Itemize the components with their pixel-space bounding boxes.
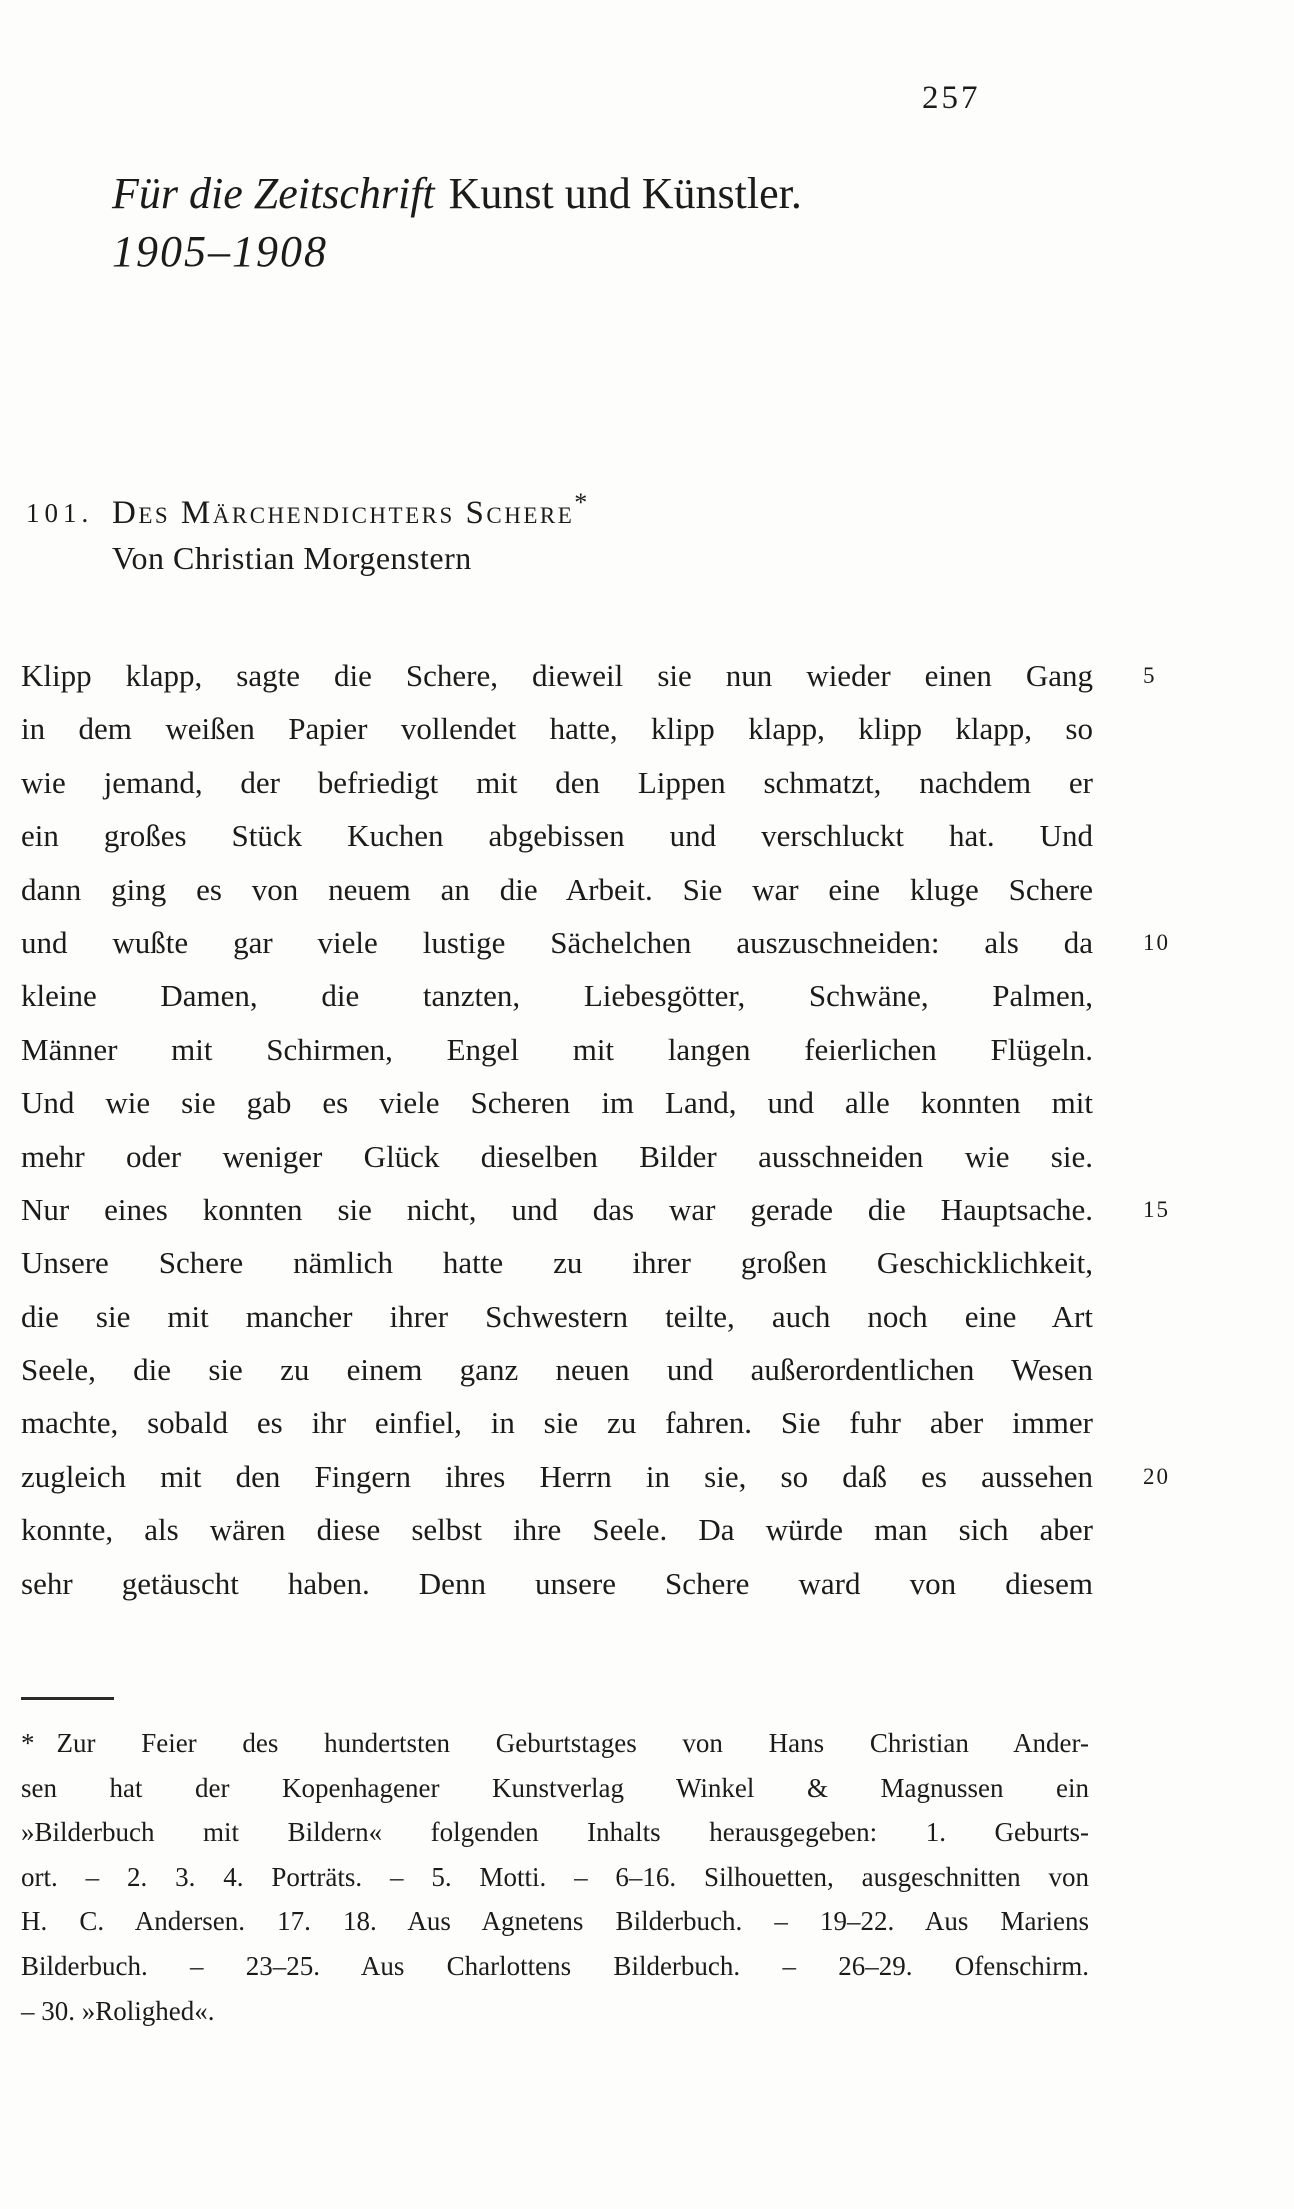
footnote-line: ort. – 2. 3. 4. Porträts. – 5. Motti. – 6–16. Silhouetten, ausgeschnitten von — [21, 1861, 1089, 1892]
body-line — [21, 916, 1170, 969]
body-line — [21, 1450, 1170, 1503]
body-line-text: und wußte gar viele lustige Sächelchen auszuschneiden: als da — [21, 924, 1093, 960]
footnote-separator-rule — [21, 1697, 114, 1700]
body-line-text: machte, sobald es ihr einfiel, in sie zu fahren. Sie fuhr aber immer — [21, 1405, 1093, 1441]
chapter-title — [112, 165, 802, 281]
body-line — [21, 1557, 1093, 1610]
body-line — [21, 1396, 1093, 1449]
margin-line-number: 20 — [1143, 1463, 1170, 1489]
title-years: 1905–1908 — [112, 227, 328, 276]
body-line — [21, 1343, 1093, 1396]
body-line-text: Klipp klapp, sagte die Schere, dieweil sie nun wieder einen Gang — [21, 658, 1093, 693]
section-number: 101. — [26, 498, 94, 528]
body-line-text: in dem weißen Papier vollendet hatte, klipp klapp, klipp klapp, so — [21, 711, 1093, 747]
footnote-line-text: Zur Feier des hundertsten Geburtstages von Hans Christian Ander- — [56, 1728, 1089, 1758]
title-roman-part: Kunst und Künstler. — [448, 169, 802, 218]
section-heading — [112, 488, 587, 532]
body-line-text: konnte, als wären diese selbst ihre Seele. Da würde man sich aber — [21, 1512, 1093, 1548]
body-line — [21, 1023, 1093, 1076]
body-line — [21, 649, 1157, 702]
body-line — [21, 809, 1093, 862]
footnote — [21, 1721, 1089, 2033]
body-line — [21, 969, 1093, 1022]
body-line — [21, 702, 1093, 755]
footnote-line: – 30. »Rolighed«. — [21, 1995, 215, 2026]
body-line-text: dann ging es von neuem an die Arbeit. Sie war eine kluge Schere — [21, 871, 1093, 907]
title-line — [112, 165, 802, 223]
body-line — [21, 1130, 1093, 1183]
body-line-text: Männer mit Schirmen, Engel mit langen feierlichen Flügeln. — [21, 1031, 1093, 1067]
body-line-text: Und wie sie gab es viele Scheren im Land, und alle konnten mit — [21, 1085, 1093, 1121]
page-number: 257 — [922, 80, 981, 116]
footnote-line: H. C. Andersen. 17. 18. Aus Agnetens Bilderbuch. – 19–22. Aus Mariens — [21, 1906, 1089, 1937]
body-line-text: mehr oder weniger Glück dieselben Bilder ausschneiden wie sie. — [21, 1138, 1093, 1174]
byline: Von Christian Morgenstern — [112, 540, 472, 576]
body-line — [21, 1503, 1093, 1556]
body-line — [21, 863, 1093, 916]
footnote-line: »Bilderbuch mit Bildern« folgenden Inhalts herausgegeben: 1. Geburts- — [21, 1817, 1089, 1848]
margin-line-number: 5 — [1143, 663, 1157, 688]
body-line-text: Nur eines konnten sie nicht, und das war gerade die Hauptsache. — [21, 1191, 1093, 1227]
body-line-text: kleine Damen, die tanzten, Liebesgötter, Schwäne, Palmen, — [21, 978, 1093, 1014]
body-text — [21, 649, 1170, 1610]
body-line — [21, 756, 1093, 809]
body-line-text: ein großes Stück Kuchen abgebissen und verschluckt hat. Und — [21, 818, 1093, 854]
footnote-line: Bilderbuch. – 23–25. Aus Charlottens Bilderbuch. – 26–29. Ofenschirm. — [21, 1950, 1089, 1981]
body-line-text: die sie mit mancher ihrer Schwestern teilte, auch noch eine Art — [21, 1298, 1093, 1334]
margin-line-number: 15 — [1143, 1196, 1170, 1222]
body-line — [21, 1183, 1170, 1236]
body-line — [21, 1076, 1093, 1129]
margin-line-number: 10 — [1143, 929, 1170, 955]
footnote-marker: * — [21, 1728, 35, 1758]
footnote-line: sen hat der Kopenhagener Kunstverlag Winkel & Magnussen ein — [21, 1772, 1089, 1803]
body-line-text: zugleich mit den Fingern ihres Herrn in sie, so daß es aussehen — [21, 1458, 1093, 1494]
title-italic-part: Für die Zeitschrift — [112, 169, 435, 218]
body-line — [21, 1236, 1093, 1289]
body-line-text: sehr getäuscht haben. Denn unsere Schere ward von diesem — [21, 1565, 1093, 1601]
footnote-reference-asterisk: * — [574, 488, 588, 517]
footnote-line — [21, 1721, 1089, 1766]
body-line-text: Unsere Schere nämlich hatte zu ihrer großen Geschicklichkeit, — [21, 1245, 1093, 1281]
body-line — [21, 1290, 1093, 1343]
body-line-text: Seele, die sie zu einem ganz neuen und außerordentlichen Wesen — [21, 1352, 1093, 1388]
body-line-text: wie jemand, der befriedigt mit den Lippen schmatzt, nachdem er — [21, 764, 1093, 800]
section-heading-text: Des Märchendichters Schere — [112, 495, 575, 531]
